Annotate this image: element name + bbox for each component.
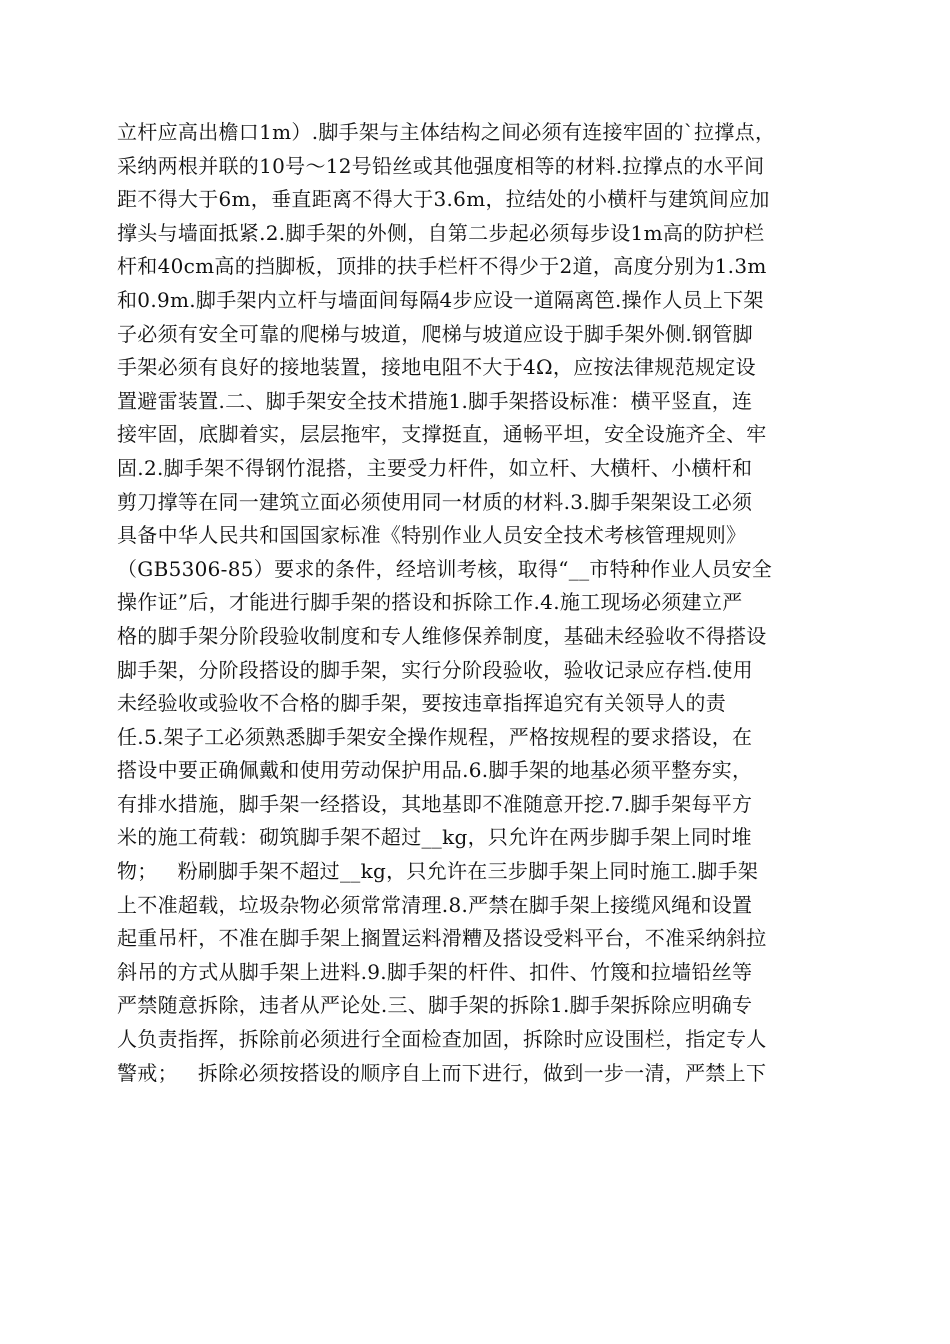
text-line: 手架必须有良好的接地装置，接地电阻不大于4Ω，应按法律规范规定设 [117,355,756,380]
text-line: 操作证”后，才能进行脚手架的搭设和拆除工作.4.施工现场必须建立严 [117,590,743,615]
text-line: 任.5.架子工必须熟悉脚手架安全操作规程，严格按规程的要求搭设，在 [117,724,753,749]
text-line: （GB5306-85）要求的条件，经培训考核，取得“__市特种作业人员安全 [117,556,773,581]
text-line: 接牢固，底脚着实，层层拖牢，支撑挺直，通畅平坦，安全设施齐全、牢 [117,422,767,447]
text-line: 脚手架，分阶段搭设的脚手架，实行分阶段验收，验收记录应存档.使用 [117,657,753,682]
text-line: 撑头与墙面抵紧.2.脚手架的外侧，自第二步起必须每步设1m高的防护栏 [117,220,765,245]
body-text [117,116,837,1090]
text-line: 立杆应高出檐口1m）.脚手架与主体结构之间必须有连接牢固的`拉撑点， [117,120,776,144]
text-line: 具备中华人民共和国国家标准《特别作业人员安全技术考核管理规则》 [117,523,747,548]
text-line: 有排水措施，脚手架一经搭设，其地基即不准随意开挖.7.脚手架每平方 [117,791,753,816]
text-line: 杆和40cm高的挡脚板，顶排的扶手栏杆不得少于2道，高度分别为1.3m [117,254,767,279]
text-line: 格的脚手架分阶段验收制度和专人维修保养制度，基础未经验收不得搭设 [117,623,767,648]
text-line: 未经验收或验收不合格的脚手架，要按违章指挥追究有关领导人的责 [117,691,726,716]
text-line: 子必须有安全可靠的爬梯与坡道，爬梯与坡道应设于脚手架外侧.钢管脚 [117,321,753,346]
text-line: 严禁随意拆除，违者从严论处.三、脚手架的拆除1.脚手架拆除应明确专 [117,993,753,1018]
text-line: 置避雷装置.二、脚手架安全技术措施1.脚手架搭设标准：横平竖直，连 [117,388,753,413]
text-line: 人负责指挥，拆除前必须进行全面检查加固，拆除时应设围栏，指定专人 [117,1027,767,1052]
text-line: 上不准超载，垃圾杂物必须常常清理.8.严禁在脚手架上接缆风绳和设置 [117,892,753,917]
text-line: 剪刀撑等在同一建筑立面必须使用同一材质的材料.3.脚手架架设工必须 [117,489,753,514]
text-line: 斜吊的方式从脚手架上进料.9.脚手架的杆件、扣件、竹篾和拉墙铅丝等 [117,959,753,984]
text-line: 物； 粉刷脚手架不超过__kg，只允许在三步脚手架上同时施工.脚手架 [117,859,759,884]
text-line: 警戒； 拆除必须按搭设的顺序自上而下进行，做到一步一清，严禁上下 [117,1060,767,1085]
text-line: 固.2.脚手架不得钢竹混搭，主要受力杆件，如立杆、大横杆、小横杆和 [117,455,753,480]
text-line: 起重吊杆，不准在脚手架上搁置运料滑糟及搭设受料平台，不准采纳斜拉 [117,926,767,951]
text-line: 距不得大于6m，垂直距离不得大于3.6m，拉结处的小横杆与建筑间应加 [117,187,770,212]
text-line: 搭设中要正确佩戴和使用劳动保护用品.6.脚手架的地基必须平整夯实， [117,758,753,783]
text-line: 和0.9m.脚手架内立杆与墙面间每隔4步应设一道隔离笆.操作人员上下架 [117,287,764,312]
text-line: 米的施工荷载：砌筑脚手架不超过__kg，只允许在两步脚手架上同时堆 [117,825,752,850]
text-line: 采纳两根并联的10号～12号铅丝或其他强度相等的材料.拉撑点的水平间 [117,153,765,178]
